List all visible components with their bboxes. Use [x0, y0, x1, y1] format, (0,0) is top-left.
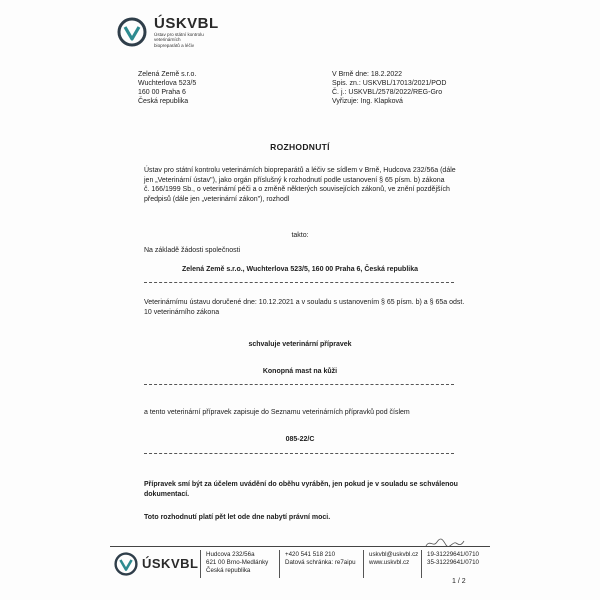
footer-web — [369, 551, 418, 567]
logo-subtitle-line: veterinárních — [154, 37, 181, 43]
validity-text: Toto rozhodnutí platí pět let ode dne nabytí právní moci. — [144, 514, 331, 521]
recipient-line: Česká republika — [138, 98, 189, 105]
footer-contact — [285, 551, 356, 567]
registration-number: 085-22/C — [285, 436, 315, 443]
basis-text: Na základě žádosti společnosti — [144, 247, 241, 254]
product-name: Konopná mast na kůži — [262, 368, 338, 375]
footer-address-line: Česká republika — [206, 567, 251, 574]
condition-paragraph — [144, 480, 474, 499]
logo-name: ÚSKVBL — [154, 15, 219, 32]
page-number: 1 / 2 — [452, 578, 466, 585]
footer-email-link[interactable]: uskvbl@uskvbl.cz — [369, 551, 419, 558]
condition-line: Přípravek smí být za účelem uvádění do oběhu vyráběn, jen pokud je v souladu se schválenou — [144, 481, 458, 488]
recipient-address — [138, 70, 196, 106]
intro-paragraph — [144, 166, 464, 204]
intro-line: předpisů (dále jen „veterinární zákon"), rozhodl — [144, 195, 290, 203]
delivered-paragraph — [144, 298, 474, 317]
footer-data-box: Datová schránka: re7aipu — [285, 559, 356, 566]
logo-subtitle-line: Ústav pro státní kontrolu — [154, 32, 204, 37]
footer-phone: +420 541 518 210 — [285, 551, 336, 558]
intro-line: jen „Veterinární ústav"), jako orgán příslušný k rozhodnutí podle ustanovení § 65 písm. b) zákona — [144, 176, 445, 184]
footer-address — [206, 551, 268, 575]
date-line: V Brně dne: 18.2.2022 — [332, 71, 403, 78]
signature-icon — [425, 537, 465, 549]
condition-line: dokumentací. — [144, 490, 190, 498]
reference-number-line: Č. j.: USKVBL/2578/2022/REG-Gro — [332, 89, 443, 96]
footer-separator — [279, 550, 280, 578]
footer-divider — [110, 546, 490, 547]
register-text: a tento veterinární přípravek zapisuje do Seznamu veterinárních přípravků pod číslem — [144, 409, 410, 416]
approves-text: schvaluje veterinární přípravek — [248, 341, 352, 348]
footer-logo-name: ÚSKVBL — [142, 556, 199, 571]
uskvbl-logo-icon — [117, 17, 147, 47]
reference-block — [332, 70, 446, 106]
document-title: ROZHODNUTÍ — [270, 142, 330, 152]
takto-label: takto: — [291, 232, 309, 239]
footer-account-line: 19-31229641/0710 — [427, 551, 479, 558]
delivered-line: Veterinárnímu ústavu doručené dne: 10.12.2021 a v souladu s ustanovením § 65 písm. b) a § 65a odst. — [144, 299, 465, 306]
intro-line: Ústav pro státní kontrolu veterinárních biopreparátů a léčiv se sídlem v Brně, Hudcova 232/56a (dále — [144, 167, 456, 174]
dashed-divider — [144, 384, 454, 385]
company-line: Zelená Země s.r.o., Wuchterlova 523/5, 160 00 Praha 6, Česká republika — [181, 266, 419, 273]
footer-address-line: Hudcova 232/56a — [206, 551, 255, 558]
handled-by-line: Vyřizuje: Ing. Klapková — [332, 98, 403, 105]
recipient-line: Wuchterlova 523/5 — [138, 80, 197, 87]
recipient-line: Zelená Země s.r.o. — [138, 71, 197, 78]
footer-website-link[interactable]: www.uskvbl.cz — [369, 559, 410, 566]
footer-separator — [421, 550, 422, 578]
footer-separator — [363, 550, 364, 578]
dashed-divider — [144, 453, 454, 454]
dashed-divider — [144, 282, 454, 283]
footer-logo-icon — [114, 552, 138, 576]
delivered-line: 10 veterinárního zákona — [144, 308, 220, 316]
logo-subtitle-line: biopreparátů a léčiv — [154, 42, 195, 48]
intro-line: č. 166/1999 Sb., o veterinární péči a o změně některých souvisejících zákonů, ve znění pozdějších — [144, 186, 450, 194]
footer-accounts — [427, 551, 479, 567]
logo-subtitle — [154, 32, 234, 48]
footer-separator — [200, 550, 201, 578]
recipient-line: 160 00 Praha 6 — [138, 89, 186, 96]
footer-address-line: 621 00 Brno-Medlánky — [206, 559, 269, 566]
file-number-line: Spis. zn.: USKVBL/17013/2021/POD — [332, 80, 447, 87]
footer-account-line: 35-31229641/0710 — [427, 559, 479, 566]
